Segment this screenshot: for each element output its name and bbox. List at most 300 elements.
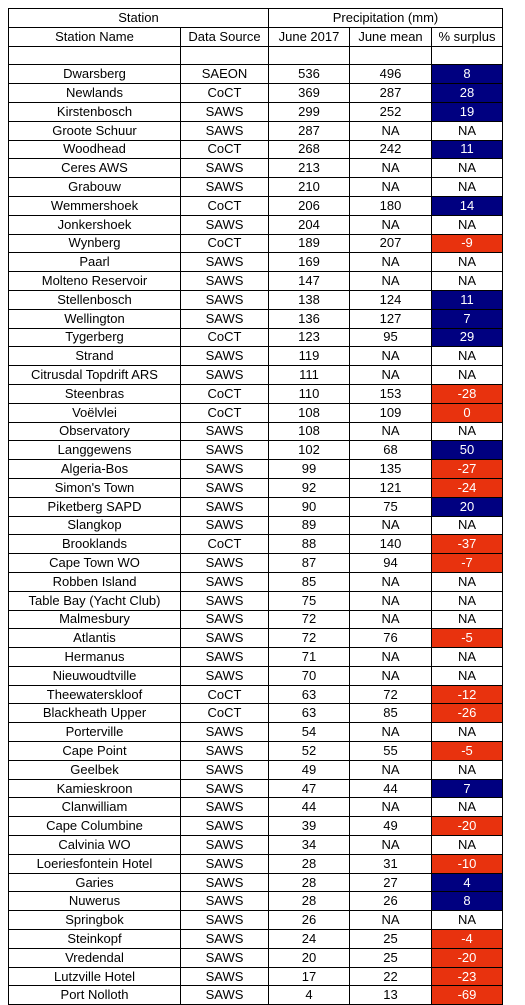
surplus-cell: NA (432, 610, 503, 629)
table-row (9, 215, 503, 234)
june-2017-cell: 119 (269, 347, 350, 366)
table-row (9, 234, 503, 253)
data-source-cell: SAWS (181, 948, 269, 967)
table-row (9, 441, 503, 460)
surplus-cell: -24 (432, 478, 503, 497)
station-name-cell: Brooklands (9, 535, 181, 554)
table-row (9, 290, 503, 309)
june-mean-cell: NA (350, 159, 432, 178)
surplus-cell: NA (432, 723, 503, 742)
data-source-cell: CoCT (181, 384, 269, 403)
station-name-cell: Lutzville Hotel (9, 967, 181, 986)
station-name-cell: Steenbras (9, 384, 181, 403)
june-2017-cell: 44 (269, 798, 350, 817)
station-name-cell: Paarl (9, 253, 181, 272)
station-name-cell: Table Bay (Yacht Club) (9, 591, 181, 610)
station-name-cell: Malmesbury (9, 610, 181, 629)
data-source-cell: SAWS (181, 253, 269, 272)
surplus-cell: NA (432, 798, 503, 817)
june-mean-cell: 75 (350, 497, 432, 516)
surplus-cell: -26 (432, 704, 503, 723)
surplus-cell: 8 (432, 892, 503, 911)
table-row (9, 497, 503, 516)
table-row (9, 779, 503, 798)
data-source-cell: SAWS (181, 779, 269, 798)
data-source-header: Data Source (181, 27, 269, 46)
june-mean-cell: NA (350, 272, 432, 291)
june-mean-cell: 242 (350, 140, 432, 159)
june-2017-cell: 213 (269, 159, 350, 178)
table-row (9, 535, 503, 554)
surplus-cell: NA (432, 422, 503, 441)
data-source-cell: SAWS (181, 309, 269, 328)
station-name-cell: Strand (9, 347, 181, 366)
june-2017-cell: 72 (269, 610, 350, 629)
precipitation-table (8, 8, 503, 1005)
station-name-cell: Piketberg SAPD (9, 497, 181, 516)
surplus-cell: NA (432, 911, 503, 930)
june-2017-cell: 108 (269, 422, 350, 441)
table-row (9, 366, 503, 385)
june-2017-cell: 28 (269, 873, 350, 892)
june-2017-cell: 204 (269, 215, 350, 234)
data-source-cell: SAWS (181, 516, 269, 535)
june-mean-cell: 287 (350, 84, 432, 103)
june-2017-cell: 136 (269, 309, 350, 328)
surplus-cell: -20 (432, 817, 503, 836)
june-mean-cell: NA (350, 798, 432, 817)
table-row (9, 854, 503, 873)
data-source-cell: SAWS (181, 441, 269, 460)
table-row (9, 629, 503, 648)
station-name-cell: Simon's Town (9, 478, 181, 497)
data-source-cell: SAWS (181, 121, 269, 140)
june-2017-cell: 88 (269, 535, 350, 554)
june-mean-cell: 140 (350, 535, 432, 554)
june-2017-cell: 49 (269, 760, 350, 779)
table-row (9, 610, 503, 629)
column-header-row (9, 27, 503, 46)
table-row (9, 253, 503, 272)
table-row (9, 591, 503, 610)
june-2017-cell: 110 (269, 384, 350, 403)
table-row (9, 986, 503, 1005)
june-mean-cell: 27 (350, 873, 432, 892)
table-row (9, 328, 503, 347)
june-mean-cell: 13 (350, 986, 432, 1005)
surplus-cell: -5 (432, 742, 503, 761)
surplus-cell: NA (432, 572, 503, 591)
surplus-cell: NA (432, 836, 503, 855)
station-name-cell: Atlantis (9, 629, 181, 648)
table-row (9, 403, 503, 422)
station-name-cell: Theewaterskloof (9, 685, 181, 704)
june-2017-cell: 536 (269, 65, 350, 84)
surplus-cell: 7 (432, 779, 503, 798)
table-row (9, 704, 503, 723)
june-mean-cell: 72 (350, 685, 432, 704)
june-2017-cell: 28 (269, 854, 350, 873)
june-2017-cell: 20 (269, 948, 350, 967)
data-source-cell: SAWS (181, 854, 269, 873)
june-mean-cell: NA (350, 121, 432, 140)
surplus-cell: 11 (432, 290, 503, 309)
june-mean-cell: 68 (350, 441, 432, 460)
june-mean-cell: 180 (350, 196, 432, 215)
data-source-cell: SAWS (181, 572, 269, 591)
surplus-cell: 0 (432, 403, 503, 422)
data-source-cell: SAWS (181, 591, 269, 610)
june-2017-cell: 71 (269, 648, 350, 667)
june-2017-cell: 47 (269, 779, 350, 798)
table-row (9, 817, 503, 836)
station-name-cell: Clanwilliam (9, 798, 181, 817)
table-row (9, 347, 503, 366)
june-2017-cell: 39 (269, 817, 350, 836)
june-mean-cell: 135 (350, 460, 432, 479)
table-row (9, 121, 503, 140)
table-row (9, 84, 503, 103)
data-source-cell: SAWS (181, 102, 269, 121)
june-mean-cell: NA (350, 422, 432, 441)
june-2017-cell: 206 (269, 196, 350, 215)
data-source-cell: SAWS (181, 986, 269, 1005)
station-name-cell: Jonkershoek (9, 215, 181, 234)
table-row (9, 742, 503, 761)
table-row (9, 836, 503, 855)
june-2017-cell: 369 (269, 84, 350, 103)
table-row (9, 102, 503, 121)
station-name-cell: Steinkopf (9, 930, 181, 949)
station-name-cell: Stellenbosch (9, 290, 181, 309)
station-name-cell: Port Nolloth (9, 986, 181, 1005)
station-name-cell: Molteno Reservoir (9, 272, 181, 291)
surplus-cell: 7 (432, 309, 503, 328)
surplus-cell: -5 (432, 629, 503, 648)
june-mean-cell: NA (350, 253, 432, 272)
june-mean-cell: 95 (350, 328, 432, 347)
june-mean-cell: 49 (350, 817, 432, 836)
surplus-cell: NA (432, 159, 503, 178)
data-source-cell: SAWS (181, 911, 269, 930)
june-mean-cell: NA (350, 572, 432, 591)
station-name-cell: Garies (9, 873, 181, 892)
june-mean-cell: 207 (350, 234, 432, 253)
surplus-cell: NA (432, 178, 503, 197)
surplus-cell: NA (432, 121, 503, 140)
station-name-cell: Wellington (9, 309, 181, 328)
data-source-cell: SAWS (181, 159, 269, 178)
june-2017-cell: 268 (269, 140, 350, 159)
june-mean-cell: 26 (350, 892, 432, 911)
data-source-cell: SAWS (181, 178, 269, 197)
data-source-cell: SAWS (181, 422, 269, 441)
table-row (9, 384, 503, 403)
june-mean-cell: NA (350, 178, 432, 197)
june-mean-cell: 22 (350, 967, 432, 986)
table-row (9, 948, 503, 967)
june-mean-cell: 94 (350, 554, 432, 573)
june-2017-cell: 189 (269, 234, 350, 253)
surplus-cell: NA (432, 272, 503, 291)
surplus-cell: NA (432, 760, 503, 779)
june-2017-cell: 287 (269, 121, 350, 140)
spacer-cell (269, 46, 350, 65)
data-source-cell: SAEON (181, 65, 269, 84)
june-mean-cell: NA (350, 911, 432, 930)
station-name-cell: Newlands (9, 84, 181, 103)
june-mean-cell: NA (350, 723, 432, 742)
june-mean-cell: 109 (350, 403, 432, 422)
data-source-cell: SAWS (181, 290, 269, 309)
data-source-cell: CoCT (181, 234, 269, 253)
surplus-cell: 20 (432, 497, 503, 516)
june-mean-cell: 124 (350, 290, 432, 309)
station-name-cell: Porterville (9, 723, 181, 742)
surplus-cell: -28 (432, 384, 503, 403)
station-name-cell: Nieuwoudtville (9, 666, 181, 685)
data-source-cell: SAWS (181, 610, 269, 629)
june-2017-header: June 2017 (269, 27, 350, 46)
june-2017-cell: 108 (269, 403, 350, 422)
data-source-cell: SAWS (181, 478, 269, 497)
june-mean-cell: NA (350, 666, 432, 685)
data-source-cell: SAWS (181, 666, 269, 685)
data-source-cell: SAWS (181, 272, 269, 291)
table-row (9, 159, 503, 178)
spacer-cell (350, 46, 432, 65)
data-source-cell: SAWS (181, 215, 269, 234)
data-source-cell: CoCT (181, 328, 269, 347)
june-2017-cell: 52 (269, 742, 350, 761)
surplus-cell: NA (432, 253, 503, 272)
station-name-cell: Tygerberg (9, 328, 181, 347)
june-mean-cell: NA (350, 347, 432, 366)
june-mean-cell: 252 (350, 102, 432, 121)
blank-spacer-row (9, 46, 503, 65)
station-name-cell: Dwarsberg (9, 65, 181, 84)
june-2017-cell: 4 (269, 986, 350, 1005)
data-source-cell: CoCT (181, 84, 269, 103)
june-mean-cell: 153 (350, 384, 432, 403)
june-2017-cell: 70 (269, 666, 350, 685)
surplus-cell: 14 (432, 196, 503, 215)
table-row (9, 911, 503, 930)
station-name-cell: Langgewens (9, 441, 181, 460)
table-row (9, 873, 503, 892)
station-name-cell: Nuwerus (9, 892, 181, 911)
table-row (9, 460, 503, 479)
station-name-cell: Robben Island (9, 572, 181, 591)
surplus-cell: -20 (432, 948, 503, 967)
station-name-cell: Ceres AWS (9, 159, 181, 178)
table-row (9, 572, 503, 591)
june-mean-header: June mean (350, 27, 432, 46)
june-2017-cell: 34 (269, 836, 350, 855)
june-mean-cell: 121 (350, 478, 432, 497)
surplus-cell: -7 (432, 554, 503, 573)
station-name-cell: Cape Point (9, 742, 181, 761)
surplus-cell: 19 (432, 102, 503, 121)
station-name-cell: Geelbek (9, 760, 181, 779)
table-row (9, 967, 503, 986)
june-2017-cell: 102 (269, 441, 350, 460)
station-name-cell: Blackheath Upper (9, 704, 181, 723)
station-rows (9, 65, 503, 1005)
table-row (9, 798, 503, 817)
data-source-cell: CoCT (181, 704, 269, 723)
june-mean-cell: NA (350, 591, 432, 610)
station-name-header: Station Name (9, 27, 181, 46)
station-name-cell: Slangkop (9, 516, 181, 535)
station-name-cell: Kirstenbosch (9, 102, 181, 121)
table-row (9, 309, 503, 328)
table-row (9, 666, 503, 685)
surplus-cell: -4 (432, 930, 503, 949)
station-name-cell: Observatory (9, 422, 181, 441)
data-source-cell: SAWS (181, 366, 269, 385)
june-mean-cell: 496 (350, 65, 432, 84)
data-source-cell: SAWS (181, 930, 269, 949)
june-2017-cell: 24 (269, 930, 350, 949)
data-source-cell: CoCT (181, 196, 269, 215)
june-2017-cell: 85 (269, 572, 350, 591)
surplus-cell: 29 (432, 328, 503, 347)
june-mean-cell: 55 (350, 742, 432, 761)
station-name-cell: Woodhead (9, 140, 181, 159)
station-name-cell: Algeria-Bos (9, 460, 181, 479)
table-row (9, 554, 503, 573)
station-name-cell: Citrusdal Topdrift ARS (9, 366, 181, 385)
data-source-cell: SAWS (181, 967, 269, 986)
june-2017-cell: 63 (269, 685, 350, 704)
june-mean-cell: 44 (350, 779, 432, 798)
station-name-cell: Calvinia WO (9, 836, 181, 855)
station-name-cell: Vredendal (9, 948, 181, 967)
data-source-cell: SAWS (181, 817, 269, 836)
precipitation-group-header: Precipitation (mm) (269, 9, 503, 28)
spacer-cell (432, 46, 503, 65)
data-source-cell: CoCT (181, 685, 269, 704)
june-2017-cell: 299 (269, 102, 350, 121)
surplus-cell: -37 (432, 535, 503, 554)
june-mean-cell: 31 (350, 854, 432, 873)
june-2017-cell: 111 (269, 366, 350, 385)
station-name-cell: Springbok (9, 911, 181, 930)
table-row (9, 272, 503, 291)
surplus-cell: -69 (432, 986, 503, 1005)
june-2017-cell: 89 (269, 516, 350, 535)
june-2017-cell: 169 (269, 253, 350, 272)
data-source-cell: SAWS (181, 460, 269, 479)
spacer-cell (181, 46, 269, 65)
station-name-cell: Wynberg (9, 234, 181, 253)
table-row (9, 723, 503, 742)
table-row (9, 892, 503, 911)
station-name-cell: Cape Columbine (9, 817, 181, 836)
data-source-cell: SAWS (181, 742, 269, 761)
june-2017-cell: 63 (269, 704, 350, 723)
surplus-cell: 4 (432, 873, 503, 892)
surplus-cell: -12 (432, 685, 503, 704)
june-mean-cell: NA (350, 366, 432, 385)
data-source-cell: SAWS (181, 892, 269, 911)
june-mean-cell: NA (350, 516, 432, 535)
table-row (9, 760, 503, 779)
data-source-cell: CoCT (181, 403, 269, 422)
surplus-cell: NA (432, 366, 503, 385)
table-row (9, 422, 503, 441)
group-header-row (9, 9, 503, 28)
data-source-cell: SAWS (181, 760, 269, 779)
table-row (9, 196, 503, 215)
june-mean-cell: NA (350, 215, 432, 234)
table-row (9, 478, 503, 497)
surplus-cell: NA (432, 666, 503, 685)
table-row (9, 65, 503, 84)
june-mean-cell: 25 (350, 930, 432, 949)
table-row (9, 930, 503, 949)
surplus-cell: -9 (432, 234, 503, 253)
june-mean-cell: NA (350, 760, 432, 779)
station-name-cell: Loeriesfontein Hotel (9, 854, 181, 873)
june-mean-cell: 127 (350, 309, 432, 328)
surplus-cell: NA (432, 516, 503, 535)
table-row (9, 685, 503, 704)
station-name-cell: Voëlvlei (9, 403, 181, 422)
station-name-cell: Wemmershoek (9, 196, 181, 215)
june-2017-cell: 87 (269, 554, 350, 573)
data-source-cell: CoCT (181, 140, 269, 159)
june-2017-cell: 210 (269, 178, 350, 197)
surplus-cell: 50 (432, 441, 503, 460)
station-name-cell: Cape Town WO (9, 554, 181, 573)
surplus-cell: 28 (432, 84, 503, 103)
data-source-cell: SAWS (181, 629, 269, 648)
surplus-header: % surplus (432, 27, 503, 46)
june-mean-cell: NA (350, 610, 432, 629)
surplus-cell: -23 (432, 967, 503, 986)
station-name-cell: Kamieskroon (9, 779, 181, 798)
data-source-cell: SAWS (181, 347, 269, 366)
june-2017-cell: 75 (269, 591, 350, 610)
table-row (9, 178, 503, 197)
surplus-cell: 11 (432, 140, 503, 159)
table-row (9, 516, 503, 535)
surplus-cell: -10 (432, 854, 503, 873)
june-mean-cell: NA (350, 648, 432, 667)
june-mean-cell: 76 (350, 629, 432, 648)
surplus-cell: 8 (432, 65, 503, 84)
station-group-header: Station (9, 9, 269, 28)
station-name-cell: Groote Schuur (9, 121, 181, 140)
june-2017-cell: 99 (269, 460, 350, 479)
surplus-cell: NA (432, 215, 503, 234)
data-source-cell: SAWS (181, 798, 269, 817)
june-mean-cell: 85 (350, 704, 432, 723)
june-2017-cell: 54 (269, 723, 350, 742)
data-source-cell: SAWS (181, 497, 269, 516)
surplus-cell: NA (432, 591, 503, 610)
table-row (9, 648, 503, 667)
data-source-cell: SAWS (181, 723, 269, 742)
june-2017-cell: 28 (269, 892, 350, 911)
station-name-cell: Grabouw (9, 178, 181, 197)
june-2017-cell: 90 (269, 497, 350, 516)
june-2017-cell: 147 (269, 272, 350, 291)
june-2017-cell: 26 (269, 911, 350, 930)
table-row (9, 140, 503, 159)
